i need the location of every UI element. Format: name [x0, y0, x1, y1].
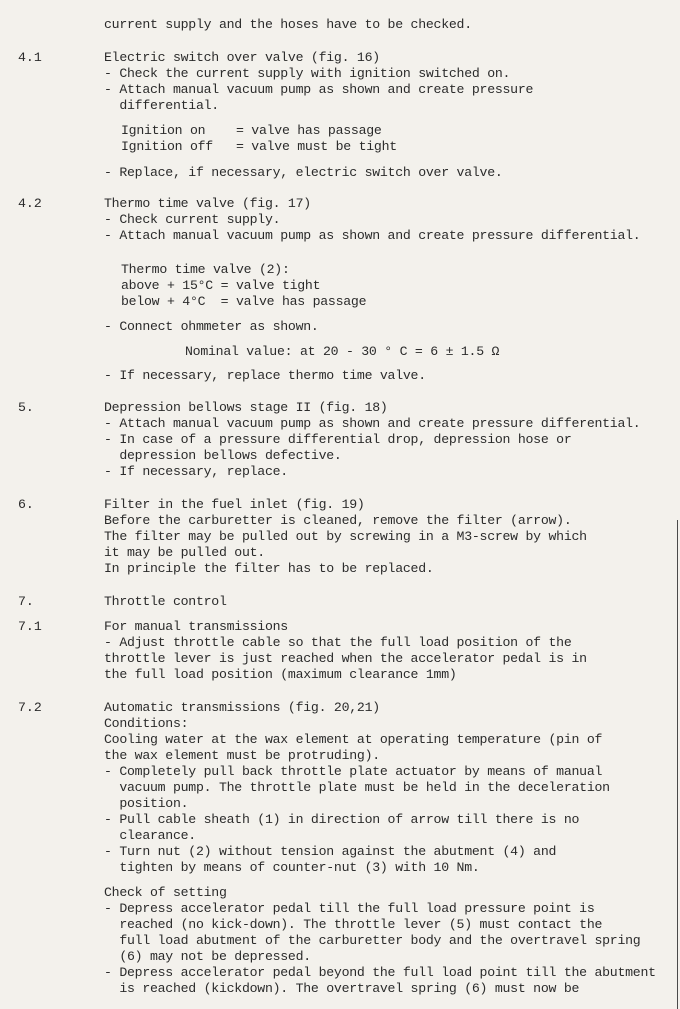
text-line: - Replace, if necessary, electric switch over valve. — [104, 165, 503, 180]
text-line: differential. — [104, 98, 219, 113]
section-title-4-2: Thermo time valve (fig. 17) — [104, 196, 311, 211]
text-line: - Completely pull back throttle plate actuator by means of manual — [104, 764, 603, 779]
section-title-7-1: For manual transmissions — [104, 619, 288, 634]
text-line: position. — [104, 796, 189, 811]
text-line: - Connect ohmmeter as shown. — [104, 319, 319, 334]
section-title-7-2: Automatic transmissions (fig. 20,21) — [104, 700, 380, 715]
text-line: In principle the filter has to be replaced. — [104, 561, 434, 576]
text-line: is reached (kickdown). The overtravel spring (6) must now be — [104, 981, 580, 996]
text-line: full load abutment of the carburetter body and the overtravel spring — [104, 933, 641, 948]
intro-line: current supply and the hoses have to be checked. — [104, 17, 472, 32]
table-line: Thermo time valve (2): — [121, 262, 290, 277]
table-line: Ignition on = valve has passage — [121, 123, 382, 138]
text-line: - Attach manual vacuum pump as shown and create pressure differential. — [104, 416, 641, 431]
text-line: Before the carburetter is cleaned, remove the filter (arrow). — [104, 513, 572, 528]
text-line: vacuum pump. The throttle plate must be held in the deceleration — [104, 780, 610, 795]
text-line: it may be pulled out. — [104, 545, 265, 560]
text-line: - Check the current supply with ignition switched on. — [104, 66, 511, 81]
text-line: throttle lever is just reached when the accelerator pedal is in — [104, 651, 587, 666]
text-line: Conditions: — [104, 716, 189, 731]
text-line: - Pull cable sheath (1) in direction of arrow till there is no — [104, 812, 580, 827]
table-line: Ignition off = valve must be tight — [121, 139, 397, 154]
text-line: - Depress accelerator pedal till the full load pressure point is — [104, 901, 595, 916]
section-number-7: 7. — [18, 594, 34, 609]
text-line: - Attach manual vacuum pump as shown and create pressure differential. — [104, 228, 641, 243]
text-line: tighten by means of counter-nut (3) with 10 Nm. — [104, 860, 480, 875]
section-number-6: 6. — [18, 497, 34, 512]
section-title-7: Throttle control — [104, 594, 227, 609]
text-line: - Attach manual vacuum pump as shown and create pressure — [104, 82, 534, 97]
section-number-5: 5. — [18, 400, 34, 415]
section-number-4-2: 4.2 — [18, 196, 42, 211]
text-line: clearance. — [104, 828, 196, 843]
text-line: the full load position (maximum clearance 1mm) — [104, 667, 457, 682]
text-line: The filter may be pulled out by screwing in a M3-screw by which — [104, 529, 587, 544]
text-line: - Depress accelerator pedal beyond the full load point till the abutment — [104, 965, 656, 980]
section-number-4-1: 4.1 — [18, 50, 42, 65]
section-number-7-1: 7.1 — [18, 619, 42, 634]
text-line: - If necessary, replace. — [104, 464, 288, 479]
table-line: above + 15°C = valve tight — [121, 278, 321, 293]
section-title-5: Depression bellows stage II (fig. 18) — [104, 400, 388, 415]
text-line: - Adjust throttle cable so that the full load position of the — [104, 635, 572, 650]
text-line: - Turn nut (2) without tension against the abutment (4) and — [104, 844, 557, 859]
text-line: depression bellows defective. — [104, 448, 342, 463]
page-edge-line — [677, 520, 678, 1009]
text-line: (6) may not be depressed. — [104, 949, 311, 964]
section-title-4-1: Electric switch over valve (fig. 16) — [104, 50, 380, 65]
text-line: reached (no kick-down). The throttle lever (5) must contact the — [104, 917, 603, 932]
table-line: below + 4°C = valve has passage — [121, 294, 367, 309]
text-line: the wax element must be protruding). — [104, 748, 380, 763]
text-line: - If necessary, replace thermo time valve. — [104, 368, 426, 383]
subheading-check: Check of setting — [104, 885, 227, 900]
section-number-7-2: 7.2 — [18, 700, 42, 715]
text-line: - Check current supply. — [104, 212, 281, 227]
text-line: Cooling water at the wax element at operating temperature (pin of — [104, 732, 603, 747]
text-line: - In case of a pressure differential drop, depression hose or — [104, 432, 572, 447]
section-title-6: Filter in the fuel inlet (fig. 19) — [104, 497, 365, 512]
nominal-value: Nominal value: at 20 - 30 ° C = 6 ± 1.5 Ω — [185, 344, 500, 359]
